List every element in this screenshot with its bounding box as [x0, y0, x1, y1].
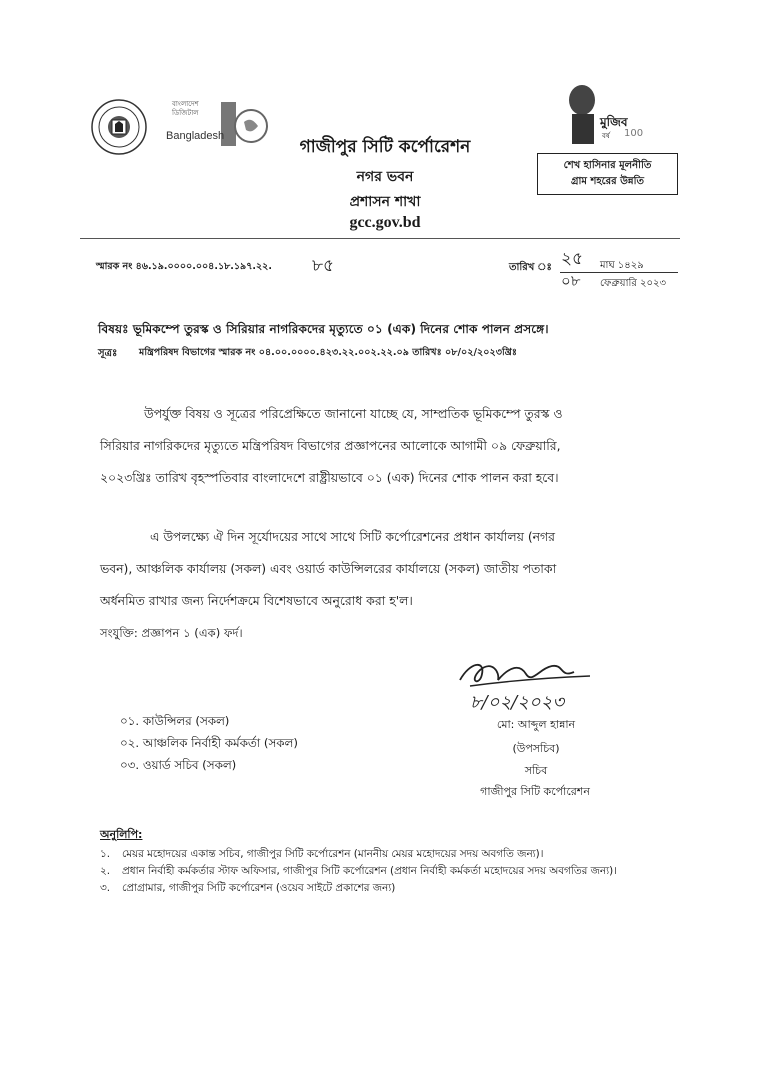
memo-number: স্মারক নং ৪৬.১৯.০০০০.০০৪.১৮.১৯৭.২২.: [96, 261, 272, 272]
signer-designation-1: (উপসচিব): [512, 742, 560, 755]
digital-bangladesh-logo-small: বাংলাদেশ ডিজিটাল: [172, 100, 199, 117]
date-label: তারিখ ঃ: [509, 262, 552, 273]
cc-item: [100, 863, 680, 880]
mujib-logo-text: মুজিব: [600, 115, 628, 129]
bangladesh-logo-text: Bangladesh: [166, 130, 225, 142]
paragraph-2-line-1: এ উপলক্ষ্যে ঐ দিন সূর্যোদয়ের সাথে সাথে সিটি কর্পোরেশনের প্রধান কার্যালয় (নগর: [150, 529, 555, 544]
org-branch: প্রশাসন শাখা: [349, 194, 421, 210]
date-handwritten-bangla: ২৫: [561, 249, 584, 269]
cc-item-number: ১.: [100, 848, 111, 860]
memo-handwritten-number: ৮৫: [312, 256, 335, 276]
paragraph-1-line-1: উপর্যুক্ত বিষয় ও সূত্রের পরিপ্রেক্ষিতে জানানো যাচ্ছে যে, সাম্প্রতিক ভূমিকম্পে তুরস্ক ও: [144, 406, 563, 421]
cc-title: অনুলিপি:: [100, 828, 143, 841]
org-bhaban: নগর ভবন: [356, 169, 414, 185]
recipient-item: ০৩. ওয়ার্ড সচিব (সকল): [120, 758, 237, 772]
cc-item-text: প্রোগ্রামার, গাজীপুর সিটি কর্পোরেশন (ওয়েব সাইটে প্রকাশের জন্য): [122, 882, 396, 894]
signature-date: ৮/০২/২০২৩: [470, 692, 565, 713]
attachment-line: সংযুক্তি: প্রজ্ঞাপন ১ (এক) ফর্দ।: [100, 626, 243, 640]
mujib-year-logo: [552, 78, 647, 148]
reference-text: মন্ত্রিপরিষদ বিভাগের স্মারক নং ০৪.০০.০০০০.৪২৩.২২.০০২.২২.০৯ তারিখঃ ০৮/০২/২০২৩খ্রিঃ: [139, 347, 517, 358]
recipient-item: ০২. আঞ্চলিক নির্বাহী কর্মকর্তা (সকল): [120, 736, 298, 750]
cc-item-text: প্রধান নির্বাহী কর্মকর্তার স্টাফ অফিসার, গাজীপুর সিটি কর্পোরেশন (প্রধান নির্বাহী কর্মকর্তা মহোদয়ের সদয় অবগতির জন্য)।: [122, 865, 617, 877]
mujib-logo-sub: বর্ষ: [602, 132, 610, 140]
cc-item-text: মেয়র মহোদয়ের একান্ত সচিব, গাজীপুর সিটি কর্পোরেশন (মাননীয় মেয়র মহোদয়ের সদয় অবগতি জন্য)।: [122, 848, 544, 860]
paragraph-2-line-2: ভবন), আঞ্চলিক কার্যালয় (সকল) এবং ওয়ার্ড কাউন্সিলরের কার্যালয়ে (সকল) জাতীয় পতাকা: [100, 561, 557, 576]
header-divider: [80, 238, 680, 239]
paragraph-1-line-3: ২০২৩খ্রিঃ তারিখ বৃহস্পতিবার বাংলাদেশে রাষ্ট্রীয়ভাবে ০১ (এক) দিনের শোক পালন করা হবে।: [100, 470, 559, 485]
subject-line: বিষয়ঃ ভূমিকম্পে তুরস্ক ও সিরিয়ার নাগরিকদের মৃত্যুতে ০১ (এক) দিনের শোক পালন প্রসঙ্গে।: [98, 322, 549, 336]
date-bangla: মাঘ ১৪২৯: [600, 260, 644, 271]
slogan-line-2: গ্রাম শহরের উন্নতি: [571, 176, 644, 187]
cc-item-number: ৩.: [100, 882, 111, 894]
org-name: গাজীপুর সিটি কর্পোরেশন: [299, 137, 471, 157]
paragraph-1-line-2: সিরিয়ার নাগরিকদের মৃত্যুতে মন্ত্রিপরিষদ বিভাগের প্রজ্ঞাপনের আলোকে আগামী ০৯ ফেব্রুয়ারি,: [100, 438, 561, 453]
paragraph-2-line-3: অর্ধনমিত রাখার জন্য নির্দেশক্রমে বিশেষভাবে অনুরোধ করা হ'ল।: [100, 593, 413, 608]
mujib-logo-num: 100: [624, 128, 644, 139]
cc-item: [100, 880, 680, 897]
cc-item: [100, 846, 680, 863]
date-gregorian: ফেব্রুয়ারি ২০২৩: [600, 278, 667, 289]
org-website: gcc.gov.bd: [349, 214, 421, 231]
slogan-box: [537, 153, 678, 195]
signer-designation-2: সচিব: [524, 764, 548, 777]
recipient-list: [120, 710, 298, 776]
signer-name: মো: আব্দুল হান্নান: [496, 718, 576, 731]
cc-list: [100, 846, 680, 897]
reference-label: সূত্রঃ: [98, 348, 118, 359]
date-handwritten-greg: ০৮: [561, 272, 581, 290]
slogan-line-1: শেখ হাসিনার মূলনীতি: [563, 160, 652, 171]
recipient-item: ০১. কাউন্সিলর (সকল): [120, 714, 230, 728]
gcc-seal-logo: [82, 98, 156, 156]
cc-item-number: ২.: [100, 865, 111, 877]
signer-organization: গাজীপুর সিটি কর্পোরেশন: [480, 785, 590, 798]
signature-image: [440, 652, 615, 720]
